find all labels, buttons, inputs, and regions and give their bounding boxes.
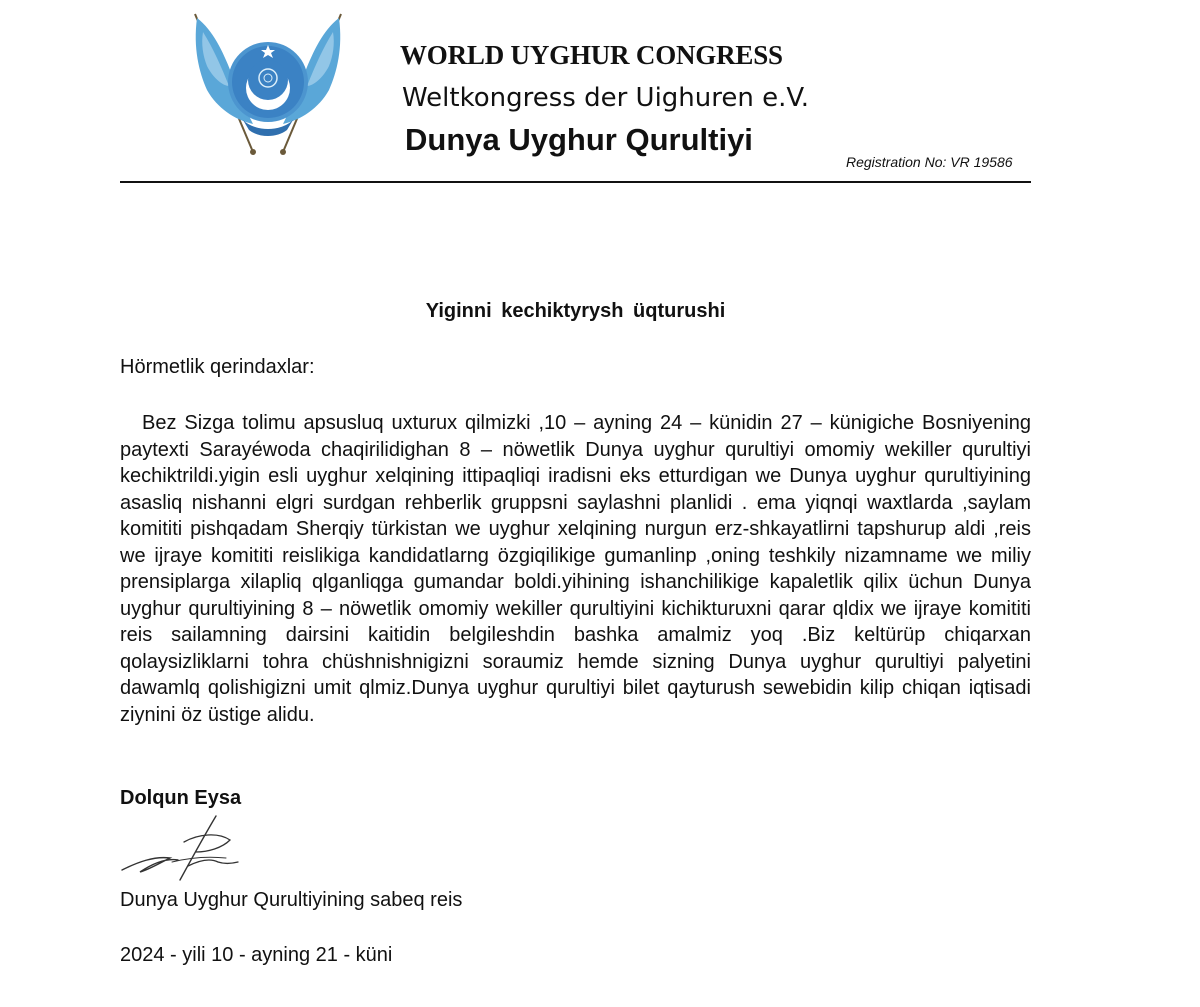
letterhead: [0, 0, 1200, 190]
letter-date: 2024 - yili 10 - ayning 21 - küni: [120, 944, 393, 966]
org-name-german: Weltkongress der Uighuren e.V.: [402, 83, 810, 113]
handwritten-signature: [118, 812, 243, 887]
letter-title: Yiginni kechiktyrysh üqturushi: [425, 300, 726, 322]
world-uyghur-congress-logo: [183, 12, 353, 157]
letter-salutation: Hörmetlik qerindaxlar:: [120, 356, 315, 378]
signer-name: Dolqun Eysa: [120, 787, 242, 809]
org-name-english: WORLD UYGHUR CONGRESS: [400, 40, 783, 70]
letter-body: Bez Sizga tolimu apsusluq uxturux qilmizki ,10 – ayning 24 – künidin 27 – künigiche Bosniyening paytexti Sarayéwoda chaqirilidighan 8 – nöwetlik Dunya uyghur qurultiyi omomiy wekiller qurultiyi kechiktrildi.yigin esli uyghur xelqining ittipaqliqi iradisni eks etturdigan we Dunya uyghur qurultiyining asasliq nishanni elgri surdgan rehberlik gruppsni saylashni planlidi . ema yiqnqi waxtlarda ,saylam komititi pishqadam Sherqiy türkistan we uyghur xelqining nurgun erz-shkayatlirni tapshurup aldi ,reis we ijraye komititi reislikiga kandidatlarng özgiqilikige gumanlinp ,oning teshkily nizamname we miliy prensiplarga xilapliq qlganliqga gumandar boldi.yihining ishanchilikige kapaletlik qilix üchun Dunya uyghur qurultiyining 8 – nöwetlik omomiy wekiller qurultiyini kichikturuxni qarar qldix we ijraye komititi reis sailamning dairsini kaitidin belgileshdin bashka amalmiz yoq .Biz keltürüp chiqarxan qolaysizliklarni tohra chüshnishnigizni soraumiz hemde sizning Dunya uyghur qurultiyi palyetini dawamlq qolishigizni umit qlmiz.Dunya uyghur qurultiyi bilet qayturush sewebidin kilip chiqan iqtisadi ziynini öz üstige alidu.: [120, 412, 1031, 726]
signer-position: Dunya Uyghur Qurultiyining sabeq reis: [120, 889, 463, 911]
letterhead-divider: [120, 181, 1031, 183]
registration-number: Registration No: VR 19586: [846, 154, 1013, 170]
org-name-uyghur: Dunya Uyghur Qurultiyi: [405, 122, 753, 157]
